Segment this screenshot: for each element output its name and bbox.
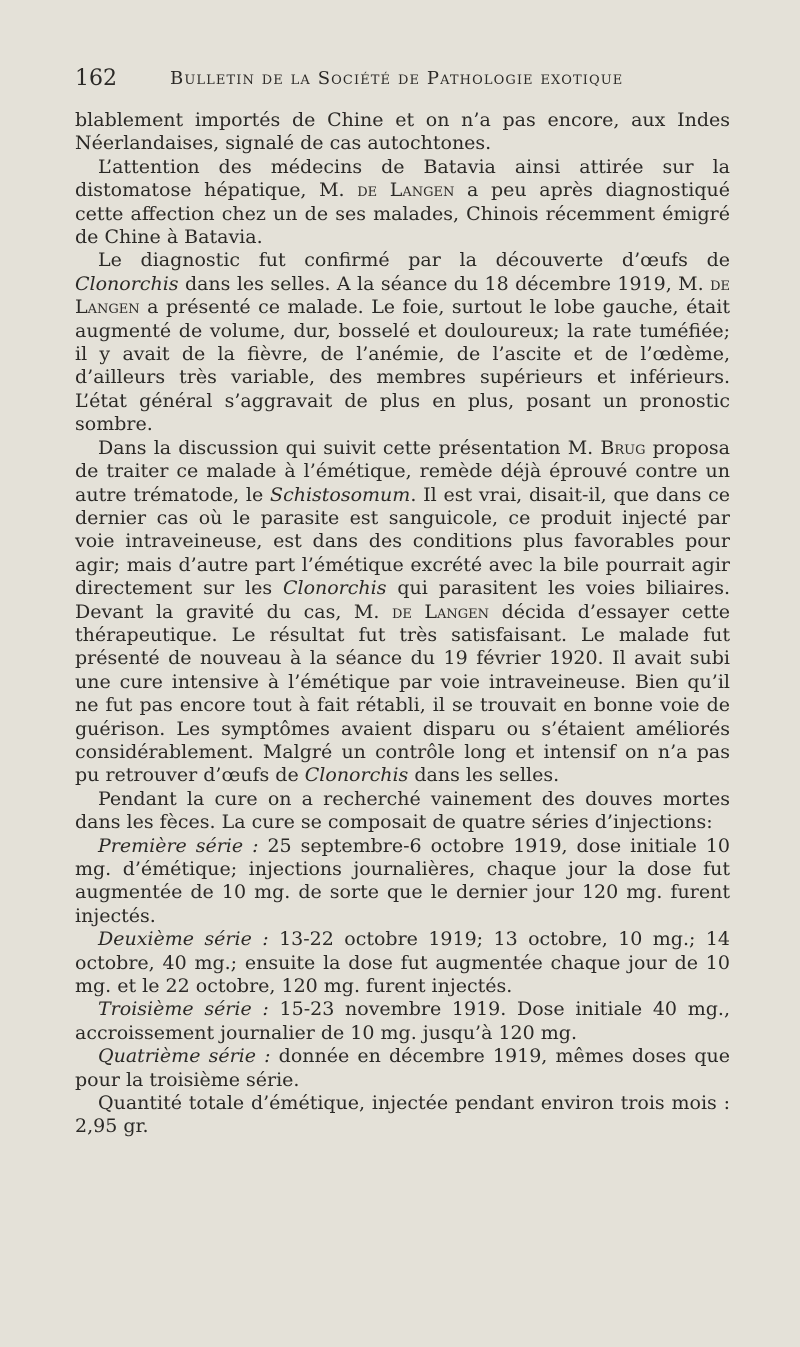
paragraph-text: Pendant la cure on a recherché vainement des douves mortes dans les fèces. La cure se composait de quatre séries d’injections: xyxy=(75,787,730,834)
text-run: . Il est vrai, disait-il, que dans ce dernier cas où le parasite est sanguicole, ce produit injecté par voie intraveineuse, est dans des conditions plus favorables pour agir; mais d’autre part l’émétique excrété avec la bile pourrait agir directement sur les xyxy=(75,483,730,600)
running-title: Bulletin de la Société de Pathologie exotique xyxy=(170,68,624,89)
series-label: Troisième série : xyxy=(98,998,269,1021)
text-run: 15-23 novembre 1919. Dose initiale 40 mg., accroissement journalier de 10 mg. jusqu’à 120 mg. xyxy=(75,998,730,1044)
text-run: proposa de traiter ce malade à l’émétique, remède déjà éprouvé contre un autre trématode, le xyxy=(75,436,731,506)
text-run: a peu après diagnostiqué cette affection chez un de ses malades, Chinois récemment émigré de Chine à Batavia. xyxy=(75,179,730,249)
text-run: dans les selles. xyxy=(408,764,560,787)
paragraph xyxy=(75,998,730,1045)
text-run: décida d’essayer cette thérapeutique. Le résultat fut très satisfaisant. Le malade fut présenté de nouveau à la séance du 19 février 1920. Il avait subi une cure intensive à l’émétique par voie intraveineuse. Bien qu’il ne fut pas encore tout à fait rétabli, il se trouvait en bonne voie de guérison. Les symptômes avaient disparu ou s’étaient améliorés considérablement. Malgré un contrôle long et intensif on n’a pas pu retrouver d’œufs de xyxy=(75,600,731,787)
text-run: Dans la discussion qui suivit cette présentation M. xyxy=(98,436,601,459)
text-run: a présenté ce malade. Le foie, surtout le lobe gauche, était augmenté de volume, dur, bosselé et douloureux; la rate tuméfiée; il y avait de la fièvre, de l’anémie, de l’ascite et de l’œdème, d’ailleurs très variable, des membres supérieurs et inférieurs. L’état général s’aggravait de plus en plus, posant un pronostic sombre. xyxy=(75,296,730,436)
page-number: 162 xyxy=(75,66,117,91)
series-label: Quatrième série : xyxy=(98,1045,271,1068)
paragraph-text: Quantité totale d’émétique, injectée pendant environ trois mois : 2,95 gr. xyxy=(75,1092,730,1138)
paragraph xyxy=(75,156,730,250)
genus-name: Schistosomum xyxy=(270,483,411,506)
series-label: Deuxième série : xyxy=(98,928,269,951)
genus-name: Clonorchis xyxy=(282,577,387,600)
author-name: de Langen xyxy=(391,600,490,623)
genus-name: Clonorchis xyxy=(304,764,409,787)
paragraph xyxy=(75,249,730,436)
paragraph xyxy=(75,788,730,835)
paragraph xyxy=(75,1045,730,1092)
paragraph xyxy=(75,109,730,156)
paragraph-text: blablement importés de Chine et on n’a pas encore, aux Indes Néerlandaises, signalé de cas autochtones. xyxy=(75,109,730,155)
text-run: 13-22 octobre 1919; 13 octobre, 10 mg.; 14 octobre, 40 mg.; ensuite la dose fut augmentée chaque jour de 10 mg. et le 22 octobre, 120 mg. furent injectés. xyxy=(75,928,731,998)
text-run: qui parasitent les voies biliaires. Devant la gravité du cas, M. xyxy=(75,577,730,623)
paragraph xyxy=(75,928,730,998)
text-run: donnée en décembre 1919, mêmes doses que pour la troisième série. xyxy=(75,1045,730,1091)
series-label: Première série : xyxy=(98,834,259,857)
paragraph xyxy=(75,437,730,788)
text-run: dans les selles. A la séance du 18 décembre 1919, M. xyxy=(178,272,711,295)
page-header xyxy=(75,63,725,95)
author-name: Brug xyxy=(600,436,646,459)
body-text xyxy=(75,109,730,1139)
author-name: de Langen xyxy=(75,272,730,319)
paragraph xyxy=(75,835,730,929)
text-run: 25 septembre-6 octobre 1919, dose initiale 10 mg. d’émétique; injections journalières, chaque jour la dose fut augmentée de 10 mg. de sorte que le dernier jour 120 mg. furent injectés. xyxy=(75,834,730,927)
text-run: L’attention des médecins de Batavia ainsi attirée sur la distomatose hépatique, M. xyxy=(75,155,730,202)
genus-name: Clonorchis xyxy=(75,272,179,295)
paragraph xyxy=(75,1092,730,1139)
text-run: Le diagnostic fut confirmé par la découverte d’œufs de xyxy=(98,249,730,272)
author-name: de Langen xyxy=(357,179,455,202)
